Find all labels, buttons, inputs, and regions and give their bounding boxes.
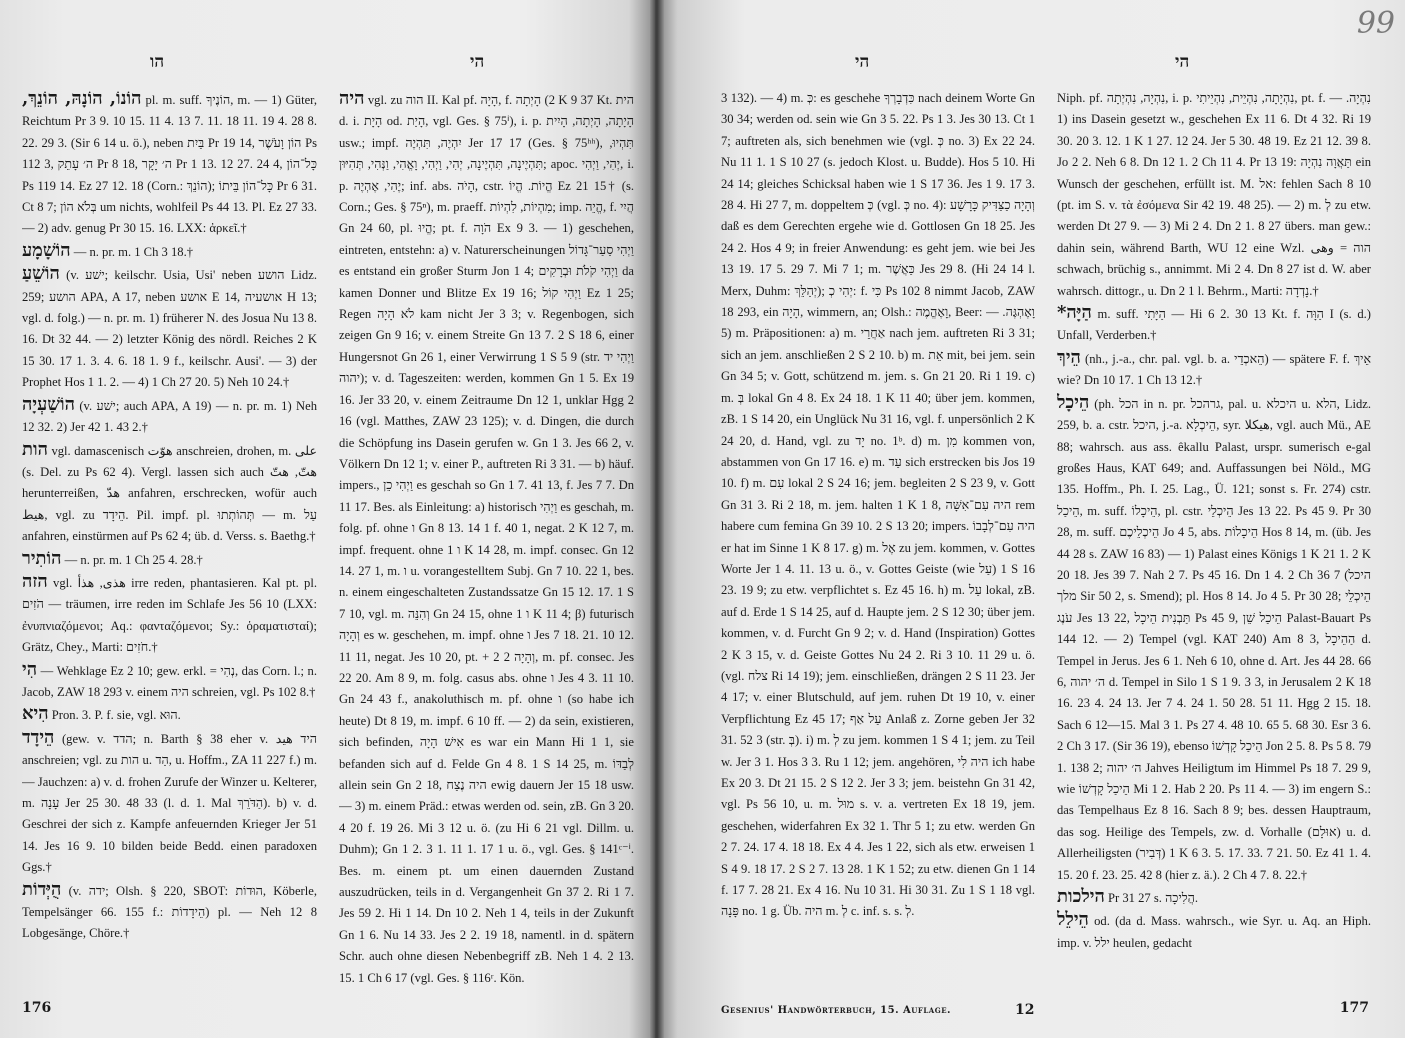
entry-headword: הוֹשָׁמָע xyxy=(22,239,71,261)
entry-text: — n. pr. m. 1 Ch 25 4. 28.† xyxy=(64,552,203,567)
entry-headword: הַיָּה* xyxy=(1057,302,1092,324)
entry-headword: היה xyxy=(339,88,365,109)
dictionary-entry xyxy=(721,88,1035,923)
right-columns xyxy=(721,88,1371,988)
entry-text: (v. ישׁע; keilschr. Usia, Usi' neben הושע Lidz. 259; הושע APA, A 17, neben אושע E 14, אושעיה H 13; vgl. d. folg.) — n. pr. m. 1) früherer N. des Josua Nu 13 8. 16. Dt 32 44. — 2) letzter König des nördl. Reiches 2 K 15 30. 17 1. 3. 4. 6. 18 1. 9 f., keilschr. Ausi'. — 3) der Prophet Hos 1 1. 2. — 4) 1 Ch 27 20. 5) Neh 10 24.† xyxy=(22,268,317,390)
dictionary-entry xyxy=(22,571,317,659)
pencil-page-mark: 99 xyxy=(1356,6,1395,41)
running-head-left: הו xyxy=(150,52,165,72)
entry-text: Pr 31 27 s. הֲלִיכָה. xyxy=(1108,891,1199,906)
dictionary-entry xyxy=(22,263,317,393)
left-page xyxy=(0,0,655,1038)
entry-headword: הִי xyxy=(22,658,38,680)
dictionary-entry xyxy=(1057,347,1371,392)
dictionary-entry xyxy=(22,548,317,571)
right-page-column-2 xyxy=(1057,88,1371,988)
entry-text: od. (da d. Mass. wahrsch., wie Syr. u. Aq. an Hiph. imp. v. ילל heulen, gedacht xyxy=(1057,914,1371,950)
entry-text: — n. pr. m. 1 Ch 3 18.† xyxy=(73,244,194,259)
entry-text: vgl. zu הוה II. Kal pf. הָיָה, f. הָיְתָה (2 K 9 37 Kt. הית d. i. הָיָת od. הָיַת, vgl. Ges. § 75ⁱ), i. p. הָיָתָה, הָיְתָה, הָיִית usw.; impf. יִהְיֶה, תִּהְיֶה Jer 17 17 (Ges. § 75ʰʰ), תִּהְיוּ, תִּהְיֶינָה, תִּהְיֶינָה, יְהִי, וַיְהִי, וָאֱהִי, וַנְּהִי, תְּהִיּוּן; apoc. יְהִי, וַיְהִי, i. p. יֶהִי, אֶהְיֶה; inf. abs. הָיֹה, cstr. הֱיוֹת. הֱיוֹ Ez 21 15† (s. Corn.; Ges. § 75ⁿ), m. praeff. מִהְיוֹת, לִהְיוֹת; imp. הֱיֵה, f. הֲיִי Gn 24 60, pl. הֱיוּ; pt. f. הֹוָה Ex 9 3. — 1) geschehen, eintreten, entstehn: a) v. Naturerscheinungen וַיְהִי סַעַר־גָּדוֹל es entstand ein großer Sturm Jon 1 4; וַיְהִי קֹלֹת וּבְרָקִים da kamen Donner und Blitze Ex 19 16; וַיְהִי קוֹל Ez 1 25; Regen לֹא הָיָה kam nicht Jer 3 3; v. Regenbogen, sich zeigen Gn 9 16; v. einem Streite Gn 13 7. 2 S 18 6, einer Hungersnot Gn 26 1, einer Verwirrung 1 S 5 9 (str. וַיְהִי יד יהוה); v. d. Tageszeiten: werden, kommen Gn 1 5. Ex 19 16. Jer 33 20, v. einem Zeitraume Dn 12 1, unklar Hgg 2 16 (vgl. Matthes, ZAW 23 125); v. d. Dingen, die durch die Schöpfung ins Dasein gerufen w. Gn 1 3. Jes 66 2, v. Völkern Dn 12 1; v. einer P., auftreten Ri 3 31. — b) häuf. impers., וַיְהִי כֵן es geschah so Gn 1 7. 41 13, f. Jes 7 7. Dn 11 17. Bes. als Einleitung: a) historisch וַיְהִי es geschah, m. folg. pf. ohne ו Gn 8 13. 14 1 f. 40 1, negat. 2 K 12 7, m. impf. frequent. ohne ו 1 K 14 28, m. impf. consec. Gn 12 14. 27 1, m. ו u. vorangestelltem Subj. Gn 7 10. 22 1, bes. n. einem eingeschalteten Zustandssatze Gn 15 12. 17. 1 S 7 10, vgl. m. וְהִנֵּה Gn 24 15, ohne ו 1 K 11 4; β) futurisch וְהָיָה es w. geschehen, m. impf. ohne ו Jes 7 18. 21. 10 12. 11 11, negat. Jes 10 20, pt. + וְהָיָה 2 2, m. pf. consec. Jes 22 20. Am 8 9, m. folg. casus abs. ohne ו Jes 4 3. 11 10. Gn 24 43 f., anakoluthisch m. pf. ohne ו (so habe ich heute) Dt 8 19, m. impf. 6 10 ff. — 2) da sein, existieren, sich befinden, אִישׁ הָיָה es war ein Mann Hi 1 1, sie befanden sich auf d. Felde Gn 4 8. 1 S 14 25, m. לְבַדּוֹ allein sein Gn 2 18, היה נֶצַח ewig dauern Jer 15 18 usw. — 3) m. einem Präd.: etwas werden od. sein, zB. Gn 3 20. 4 20 f. 19 26. Mi 3 12 u. ö. (zu Hi 6 21 vgl. Dillm. u. Duhm); Gn 1 2. 3 1. 11 1. 17 1 u. ö., vgl. Ges. § 141ᶜ⁻ⁱ. Bes. m. einem pt. um einen dauernden Zustand auszudrücken, teils in d. Vergangenheit Gn 37 2. Ri 1 7. Jes 59 2. Hi 1 14. Dn 10 2. Neh 1 4, teils in der Zukunft Gn 1 6. Nu 14 33. Jes 2 2. 19 18, namentl. in d. spätern Schr. auch ohne diesen Nebenbegriff zB. Neh 1 4. 2 13. 15. 1 Ch 6 17 (vgl. Ges. § 116ʳ. Kön. xyxy=(339,93,634,985)
entry-headword: הֵידָד xyxy=(22,726,55,748)
dictionary-entry xyxy=(1057,88,1371,302)
entry-text: vgl. هذى, هذأ irre reden, phantasieren. Kal pt. pl. הֹזִים — träumen, irre reden im Schlafe Jes 56 10 (LXX: ἐνυπνιαζόμενοι; Aq.: φανταζόμενοι; Sy.: ὁραματισταί); Grätz, Chey., Marti: חֹזִים.† xyxy=(22,575,317,655)
entry-headword: הוֹנוֹ, הוֹנָהּ, הוֹנֵךְ, xyxy=(22,88,142,109)
page-number-left: 176 xyxy=(22,1000,52,1016)
entry-text: m. suff. הַיָּתִי — Hi 6 2. 30 13 Kt. f. הַוָּה I (s. d.) Unfall, Verderben.† xyxy=(1057,307,1371,343)
entry-headword: הִיא xyxy=(22,703,49,725)
dictionary-entry xyxy=(22,879,317,945)
entry-headword: הֵיכָל xyxy=(1057,391,1090,413)
dictionary-entry xyxy=(22,240,317,263)
dictionary-entry xyxy=(1057,302,1371,347)
entry-headword: הות xyxy=(22,438,48,460)
entry-headword: הוֹתִיר xyxy=(22,547,62,569)
entry-text: Niph. pf. נִהְיָה, נִהְיְתָה, i. p. נִהְיָתָה, נִהְיֵית, נִהְיֵיתִי, pt. f. נִהְיָה. — 1) ins Dasein gesetzt w., geschehen Ex 11 6. Dt 4 32. Ri 19 30. 20 3. 12. 1 K 1 27. 12 24. Jer 5 30. 48 19. Ez 21 12. 39 8. Jo 2 2. Neh 6 8. Dn 12 1. 2 Ch 11 4. Pr 13 19: תַּאֲוָה נִהְיָה ein Wunsch der geschehen, erfüllt ist. M. אל: fehlen Sach 8 10 (pt. im S. v. τὰ ἐσόμενα Sir 42 19. 48 25). — 2) m. לְ zu etw. werden Dt 27 9. — 3) Mi 2 4. Dn 2 1. 8 27 übers. man gew.: dahin sein, während Barth, WU 12 eine Wzl. הוה = وهى schwach, brüchig s., annimmt. Mi 2 4. Dn 8 27 ist d. W. aber wahrsch. dittogr., u. Dn 2 1 l. Behrm., Marti: נָדְדָה.† xyxy=(1057,91,1371,298)
entry-text: (gew. v. הדד; n. Barth § 38 eher v. היד هيد anschreien; vgl. zu הות u. הַד, u. Hoffm., ZA 11 227 f.) m. — Jauchzen: a) v. d. frohen Zurufe der Winzer u. Kelterer, m. עָנָה Jer 25 30. 48 33 (l. d. 1. Mal הַדֹּרֵךְ). b) v. d. Geschrei der sich z. Kampfe anfeuernden Krieger Jer 51 14. Jes 16 9. 10 bilden beide Bedd. einen paradoxen Ggs.† xyxy=(22,731,317,875)
entry-text: (v. ידה; Olsh. § 220, SBOT: הוּדוֹת, Köberle, Tempelsänger 66. 155 f.: הֵידָדוֹת) pl. — Neh 12 8 Lobgesänge, Chöre.† xyxy=(22,883,317,941)
dictionary-entry xyxy=(339,88,634,988)
left-columns xyxy=(22,88,634,988)
entry-text: pl. m. suff. הוֹנֶיךָ, m. — 1) Güter, Reichtum Pr 3 9. 10 15. 11 4. 13 7. 11. 18 11. 19 4. 28 8. 22. 29 3. (Sir 6 14 u. ö.), neben בַּיִת Pr 19 14, הוֹן וָעֹשֶׁר Ps 112 3, ה׳ עָתֵק Pr 8 18, ה׳ יָקָר Pr 1 13. 12 27. 24 4, כָּל־הוֹן Ps 119 14. Ez 27 12. 18 (Corn.: הוֹנֵךְ); כָּל־הוֹן בֵּיתוֹ Pr 6 31. Ct 8 7; בְּלֹא הוֹן um nichts, wohlfeil Ps 44 13. Pl. Ez 27 33. — 2) adv. genug Pr 30 15. 16. LXX: ἀρκεῖ.† xyxy=(22,93,317,236)
right-page xyxy=(655,0,1405,1038)
running-head-right: הי xyxy=(1175,52,1190,72)
dictionary-entry xyxy=(22,394,317,439)
entry-text: (ph. הכל in n. pr. גרהכל, pal. u. היכלא u. הלא, Lidz. 259, b. a. cstr. היכל, j.-a. הֵיכְלָא, syr. هيكلا, vgl. auch Mü., AE 88; wahrsch. aus ass. êkallu Palast, urspr. sumerisch e-gal großes Haus, KAT 649; and. Auffassungen bei Nöld., MG 135. Hoffm., Ph. I. 25. Lag., Ü. 121; sonst s. Fr. 274) cstr. הֵיכַל, m. suff. הֵיכָלוֹ, pl. cstr. הֵיכְלֵי Jes 13 22. Ps 45 9. Pr 30 28, m. suff. הֵיכְלֵיכֶם Jo 4 5, abs. הֵיכָלוֹת Hos 8 14, m. (üb. Jes 44 28 s. ZAW 16 83) — 1) Palast eines Königs 1 K 21 1. 2 K 20 18. Jes 39 7. Nah 2 7. Ps 45 16. Dn 1 4. 2 Ch 36 7 (היכל מלך Sir 50 2, s. Smend); pl. Hos 8 14. Jo 4 5. Pr 30 28; הֵיכְלֵי עֹנֶג Jes 13 22, תַּבְנִית הֵיכָל Ps 45 9, הֵיכַל שֵׁן Palast-Bauart Ps 144 12. — 2) Tempel (vgl. KAT 240) Am 8 3, הַהֵיכָל d. Tempel in Jerus. Jes 6 1. Neh 6 10, ohne d. Art. Jes 44 28. 66 6, ה׳ יהוה d. Tempel in Silo 1 S 1 9. 3 3, in Jerusalem 2 K 18 16. 23 4. 24 13. Jer 7 4. 24 1. 50 28. 51 11. Hgg 2 15. 18. Sach 6 12—15. Mal 3 1. Ps 27 4. 48 10. 65 5. 68 30. Esr 3 6. 2 Ch 3 17. (Sir 36 19), ebenso הֵיכַל קָדְשׁוֹ Jon 2 5. 8. Ps 5 8. 79 1. 138 2; ה׳ יהוה Jahves Heiligtum im Himmel Ps 18 7. 29 9, wie הֵיכַל קָדְשׁוֹ Mi 1 2. Hab 2 20. Ps 11 4. — 3) im engern S.: das Tempelhaus Ez 8 16. Sach 8 9; bes. dessen Hauptraum, das sog. Heilige des Tempels, zw. d. Vorhalle (אוּלָם) u. d. Allerheiligsten (דְּבִיר) 1 K 6 3. 5. 17. 33. 7 21. 50. Ez 41 1. 4. 15. 20 f. 23. 25. 42 8 (hier z. ä.). 2 Ch 4 7. 8. 22.† xyxy=(1057,396,1371,882)
entry-text: vgl. damascenisch هوّت anschreien, drohen, m. على (s. Del. zu Ps 62 4). Vergl. lassen sich auch هتّ, هتّ herunterreißen, هدّ anfahren, erschrecken, wofür auch هيط, vgl. zu הֵידָד. Pil. impf. pl. תְּהוֹתְתוּ — m. עַל anfahren, einstürmen auf Ps 62 4; üb. d. Verss. s. Baethg.† xyxy=(22,443,317,544)
signature-mark: 12 xyxy=(1015,1002,1035,1018)
entry-text: (nh., j.-a., chr. pal. vgl. b. a. הֵאכְדֵי) — spätere F. f. אֵיךְ wie? Dn 10 17. 1 Ch 13 12.† xyxy=(1057,351,1371,388)
entry-text: 3 132). — 4) m. כְּ: es geschehe כִּדְבָרְךָ nach deinem Worte Gn 30 34; werden od. sein wie Gn 3 5. 22. Ps 1 3. Jes 30 13. Ct 1 7; auftreten als, sich benehmen wie (vgl. כְּ no. 3) Ex 22 24. Nu 11 1. 1 S 10 27 (s. jedoch Klost. u. Budde). Hos 5 10. Hi 24 14; gleiches Schicksal haben wie 1 S 17 36. Jes 1 9. 17 3. 28 4. Hi 27 7, m. doppeltem כְּ (vgl. כְּ no. 4): וְהָיָה כַצַּדִּיק כָּרָשָׁע daß es dem Gerechten ergehe wie d. Gottlosen Gn 18 25. Jes 24 2. Hos 4 9; in freier Anwendung: es geht jem. wie bei Jes 13 19. 17 5. 29 7. Mi 7 1; m. כַּאֲשֶׁר Jes 29 8. (Hi 24 14 l. Merx, Duhm: יְהַלֵּךְ); יְהִי כְ: f. כִּי Ps 102 8 nimmt Jacob, ZAW 18 293, ein הָיָה, wimmern, an; Olsh.: וָאֶהֱמֶה, Beer: וָאֶהְגֶּה. — 5) m. Präpositionen: a) m. אַחֲרֵי nach jem. auftreten Ri 3 31; sich an jem. anschließen 2 S 2 10. b) m. אֵת mit, bei jem. sein Gn 34 5; v. Gott, schützend m. jem. s. Gn 21 20. Ri 1 19. c) m. בְּ lokal Gn 4 8. Ex 24 18. 1 K 11 40; über jem. kommen, zB. 1 S 14 20, ein Unglück Nu 31 16, vgl. f. unpersönlich 2 K 24 20, d. Hand, vgl. zu יָד no. 1ᵇ. d) m. מִן kommen von, abstammen von Gn 17 16. e) m. עַד sich erstrecken bis Jos 19 10. f) m. עִם lokal 2 S 24 16; jem. begleiten 2 S 23 9, v. Gott Gn 31 3. Ri 2 18, m. jem. halten 1 K 1 8, היה עִם־אִשָּׁה rem habere cum femina Gn 39 10. 2 S 13 20; impers. היה עִם־לְבָבוֹ er hat im Sinne 1 K 8 17. g) m. אֶל zu jem. kommen, v. Gottes Worte Jer 1 4. 11. 13 u. ö., v. Gottes Geiste (wie עַל) 1 S 16 23. 19 9; zu etw. verpflichtet s. Ez 45 16. h) m. עַל lokal, zB. auf d. Erde 1 S 14 25, auf d. Haupte jem. 2 S 12 30; über jem. kommen, v. d. Furcht Gn 9 2; v. d. Hand (Inspiration) Gottes 2 K 3 15, v. d. Geiste Gottes Nu 24 2. Ri 3 10. 11 29 u. ö. (vgl. צלח Ri 14 19); jem. einschließen, drängen 2 S 11 23. Jer 4 17; v. einer Blutschuld, auf jem. ruhen Dt 19 10, v. einer Verpflichtung Ez 45 17; עַל אַף Anlaß z. Zorne geben Jer 32 31. 52 3 (str. בְּ). i) m. לְ zu jem. kommen 1 S 4 1; jem. zu Teil w. Jer 3 1. Hos 3 3. Ru 1 12; jem. angehören, היה לִי ich habe Ex 20 3. Dt 21 15. 2 S 12 2. Jer 3 3; jem. beistehn Gn 31 42, vgl. Ps 56 10, u. m. מוּל s. v. a. vertreten Ex 18 19, jem. geschehen, widerfahren Ex 32 1. Thr 5 1; zu etw. werden Gn 2 7. 24. 17 4. 18 18. Ex 4 4. Jes 1 22, sich als etw. erweisen 1 S 4 9. 18 17. 2 S 2 7. 13 28. 1 K 1 52; zu etw. dienen Gn 1 14 f. 17 7. 28 21. Ex 4 16. Nu 10 31. Hi 30 31. Zu 1 S 1 18 vgl. פָּנָה no. 1 g. Üb. היה m. לְ c. inf. s. s. לְ. xyxy=(721,91,1035,919)
dictionary-entry xyxy=(22,439,317,548)
footer-credit: Gesenius' Handwörterbuch, 15. Auflage. xyxy=(721,1005,952,1016)
left-page-column-1 xyxy=(22,88,317,988)
running-head-right: הי xyxy=(470,52,485,72)
running-head-left: הי xyxy=(855,52,870,72)
dictionary-entry xyxy=(22,88,317,240)
dictionary-entry xyxy=(22,727,317,879)
dictionary-entry xyxy=(1057,886,1371,909)
entry-headword: הילכות xyxy=(1057,886,1105,908)
dictionary-entry xyxy=(1057,909,1371,954)
dictionary-entry xyxy=(22,659,317,704)
entry-text: Pron. 3. P. f. sie, vgl. הוּא. xyxy=(51,708,181,723)
dictionary-entry xyxy=(1057,392,1371,886)
entry-text: — Wehklage Ez 2 10; gew. erkl. = נְהִי, das Corn. l.; n. Jacob, ZAW 18 293 v. einem היה schreien, vgl. Ps 102 8.† xyxy=(22,663,317,699)
entry-headword: הֵיךְ xyxy=(1057,346,1081,368)
right-page-column-1 xyxy=(721,88,1035,988)
entry-headword: הוֹשַׁעְיָה xyxy=(22,393,75,415)
dictionary-entry xyxy=(22,703,317,726)
entry-headword: הֻיְּדוֹת xyxy=(22,878,62,900)
entry-text: (v. ישׁע; auch APA, A 19) — n. pr. m. 1) Neh 12 32. 2) Jer 42 1. 43 2.† xyxy=(22,398,317,435)
left-page-column-2 xyxy=(339,88,634,988)
entry-headword: הזה xyxy=(22,570,48,592)
page-number-right: 177 xyxy=(1339,1000,1369,1016)
entry-headword: הוֹשֵׁעַ xyxy=(22,263,60,285)
entry-headword: הֵילֵל xyxy=(1057,909,1089,931)
